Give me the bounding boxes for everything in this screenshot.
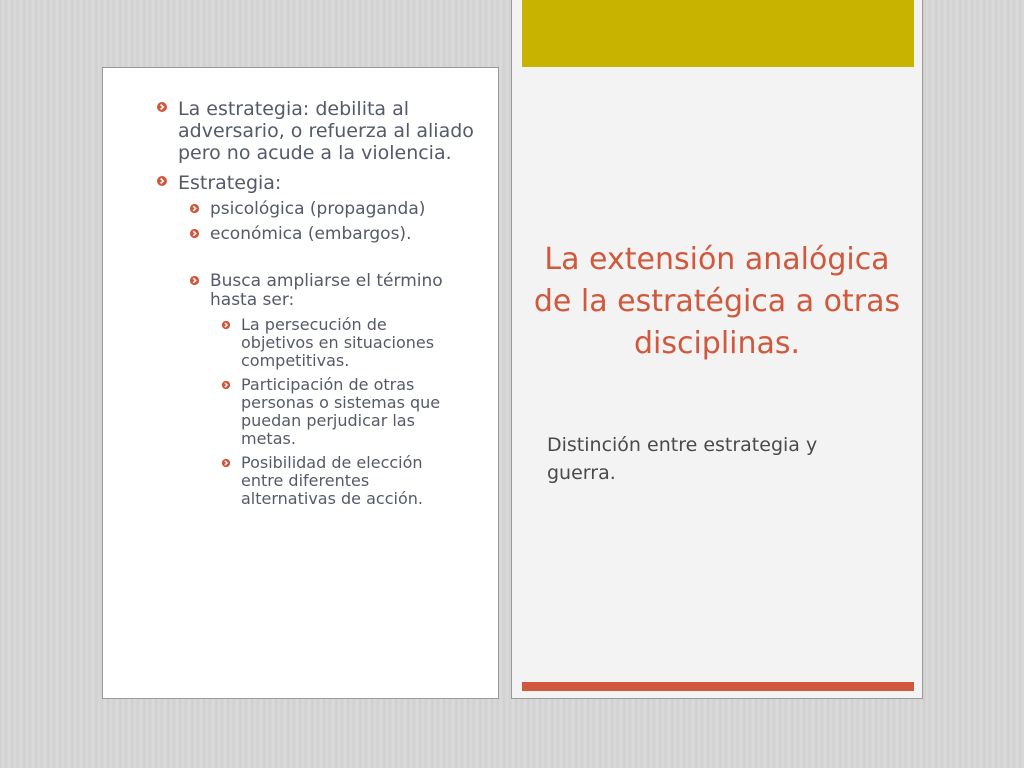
- bullet-icon: [189, 275, 200, 286]
- list-item-text: La estrategia: debilita al adversario, o refuerza al aliado pero no acude a la violencia.: [178, 98, 474, 164]
- sub-list: [178, 200, 478, 508]
- list-item: [241, 454, 461, 508]
- list-item-text: Participación de otras personas o sistemas que puedan perjudicar las metas.: [241, 375, 441, 448]
- list-item-text: psicológica (propaganda): [210, 199, 426, 219]
- bullet-icon: [221, 458, 231, 468]
- bullet-icon: [221, 380, 231, 390]
- bullet-icon: [221, 320, 231, 330]
- list-item: [210, 200, 478, 219]
- list-item-text: Busca ampliarse el término hasta ser:: [210, 271, 443, 310]
- title-panel: [511, 0, 923, 699]
- list-item: [178, 172, 478, 508]
- bullet-icon: [156, 175, 168, 187]
- bullet-icon: [189, 228, 200, 239]
- accent-bar-bottom: [522, 682, 914, 691]
- list-item: [210, 272, 478, 508]
- content-panel: [102, 67, 499, 699]
- bullet-icon: [156, 101, 168, 113]
- accent-bar-top: [522, 0, 914, 67]
- list-item-text: La persecución de objetivos en situaciones competitivas.: [241, 315, 435, 370]
- list-item: [210, 225, 478, 244]
- slide-subtitle: Distinción entre estrategia y guerra.: [547, 434, 818, 484]
- sub-list: [210, 316, 478, 508]
- list-item: [241, 316, 461, 370]
- bullet-list: [178, 98, 478, 516]
- list-item: [241, 376, 461, 448]
- bullet-icon: [189, 203, 200, 214]
- list-item-text: Estrategia:: [178, 172, 282, 194]
- list-item-text: Posibilidad de elección entre diferentes alternativas de acción.: [241, 453, 423, 508]
- list-item: [178, 98, 478, 164]
- list-item-text: económica (embargos).: [210, 224, 412, 244]
- slide-title: La extensión analógica de la estratégica a otras disciplinas.: [533, 242, 901, 361]
